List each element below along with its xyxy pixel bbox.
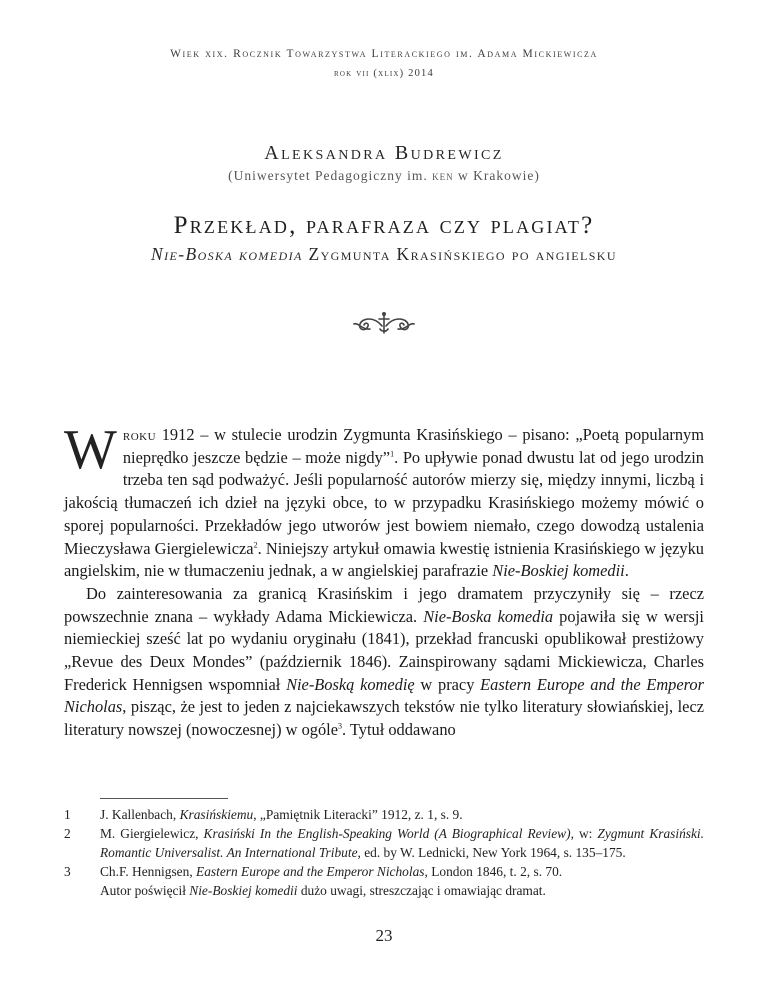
footnote-3 bbox=[64, 862, 704, 881]
running-head bbox=[60, 44, 708, 84]
italic-run: Krasińskiemu bbox=[179, 807, 254, 822]
text-run: w pracy bbox=[414, 674, 481, 694]
paragraph-2 bbox=[64, 583, 704, 742]
subtitle-rest: Zygmunta Krasińskiego po angielsku bbox=[302, 244, 617, 264]
footnote-3-continuation bbox=[64, 881, 704, 900]
fleuron-ornament-icon bbox=[350, 310, 418, 338]
affiliation-open: (Uniwersytet Pedagogiczny im. bbox=[228, 168, 433, 183]
italic-run: Eastern Europe and the Emperor Nicholas bbox=[64, 674, 704, 717]
footnote-text bbox=[100, 805, 704, 824]
text-run: 1912 – w stulecie urodzin Zygmunta Krasińskiego – pisano: „Poetą popularnym nieprędko jeszcze będzie – może nigdy” bbox=[122, 425, 704, 467]
text-run: . Niniejszy artykuł omawia kwestię istnienia Krasińskiego w języku angielskim, nie w tłumaczeniu jednak, a w angielskiej parafrazie bbox=[64, 538, 704, 581]
text-run: , ed. by W. Lednicki, New York 1964, s. 135–175. bbox=[357, 845, 626, 860]
text-run: dużo uwagi, streszczając i omawiając dramat. bbox=[297, 883, 546, 898]
italic-run: Nie-Boskiej komedii bbox=[189, 883, 298, 898]
author-name: Aleksandra Budrewicz bbox=[264, 142, 504, 164]
italic-run: Eastern Europe and the Emperor Nicholas bbox=[196, 864, 425, 879]
text-run: Do zainteresowania za granicą Krasińskim i jego dramatem przyczyniły się – rzecz powszechnie znana – wykłady Adama Mickiewicza. bbox=[64, 583, 704, 626]
article-body bbox=[64, 419, 705, 742]
footnote-number: 2 bbox=[64, 826, 71, 841]
footnotes bbox=[64, 805, 704, 900]
drop-cap: W bbox=[64, 419, 117, 481]
text-run: , pisząc, że jest to jeden z najciekawszych tekstów nie tylko literatury słowiańskiej, lecz literatury nowszej (nowoczesnej) w ogóle bbox=[64, 697, 704, 740]
text-run: . Tytuł oddawano bbox=[342, 720, 456, 740]
text-run: J. Kallenbach, bbox=[100, 807, 180, 822]
text-run: , „Pamiętnik Literacki” 1912, z. 1, s. 9. bbox=[253, 807, 463, 822]
text-run: , w: bbox=[570, 826, 598, 841]
paragraph-1 bbox=[64, 419, 705, 583]
text-run: , London 1846, t. 2, s. 70. bbox=[424, 864, 563, 879]
affiliation-acronym: ken bbox=[432, 168, 454, 183]
italic-run: Nie-Boską komedię bbox=[286, 674, 415, 694]
footnote-ref-1[interactable]: 1 bbox=[390, 449, 395, 459]
article-subtitle bbox=[40, 244, 728, 265]
text-run: M. Giergielewicz, bbox=[100, 826, 204, 841]
footnote-divider bbox=[100, 798, 228, 799]
footnote-ref-2[interactable]: 2 bbox=[253, 540, 258, 550]
footnote-number: 3 bbox=[64, 864, 71, 879]
author-affiliation bbox=[60, 168, 708, 184]
lead-in: roku bbox=[122, 425, 157, 444]
italic-run: Nie-Boskiej komedii bbox=[492, 561, 625, 581]
affiliation-close: w Krakowie) bbox=[453, 168, 540, 183]
italic-run: Zygmunt Krasiński. Romantic Universalist. An International Tribute bbox=[100, 826, 705, 860]
article-title: Przekład, parafraza czy plagiat? bbox=[173, 212, 595, 239]
text-run: . bbox=[624, 561, 629, 581]
footnote-text bbox=[100, 824, 704, 862]
page-number: 23 bbox=[375, 926, 393, 945]
text-run: pojawiła się w wersji niemieckiej sześć lat po wydaniu oryginału (1841), przekład francuski opublikował prestiżowy „Revue des Deux Mondes” (październik 1846). Zainspirowany sądami Mickiewicza, Charles Frederick Hennigsen wspomniał bbox=[64, 606, 704, 694]
footnote-number: 1 bbox=[64, 807, 71, 822]
journal-volume: rok vii (xlix) 2014 bbox=[334, 68, 434, 79]
journal-title: Wiek xix. Rocznik Towarzystwa Literackiego im. Adama Mickiewicza bbox=[170, 48, 598, 60]
footnote-1 bbox=[64, 805, 704, 824]
footnote-ref-3[interactable]: 3 bbox=[338, 721, 342, 731]
subtitle-work-title: Nie-Boska komedia bbox=[151, 244, 303, 264]
italic-run: Krasiński In the English-Speaking World (A Biographical Review) bbox=[203, 826, 571, 841]
footnote-text bbox=[100, 862, 704, 881]
footnote-2 bbox=[64, 824, 704, 862]
italic-run: Nie-Boska komedia bbox=[423, 606, 554, 626]
text-run: . Po upływie ponad dwustu lat od jego urodzin trzeba ten sąd podważyć. Jeśli popularność autorów mierzy się, między innymi, liczbą i jakością tłumaczeń ich dzieł na języki obce, to w przypadku Krasińskiego możemy mówić o sporej popularności. Przekładów jego utworów jest bowiem niemało, czego dowodzą ustalenia Mieczysława Giergielewicza bbox=[64, 447, 705, 558]
text-run: Ch.F. Hennigsen, bbox=[100, 864, 197, 879]
text-run: Autor poświęcił bbox=[100, 883, 190, 898]
